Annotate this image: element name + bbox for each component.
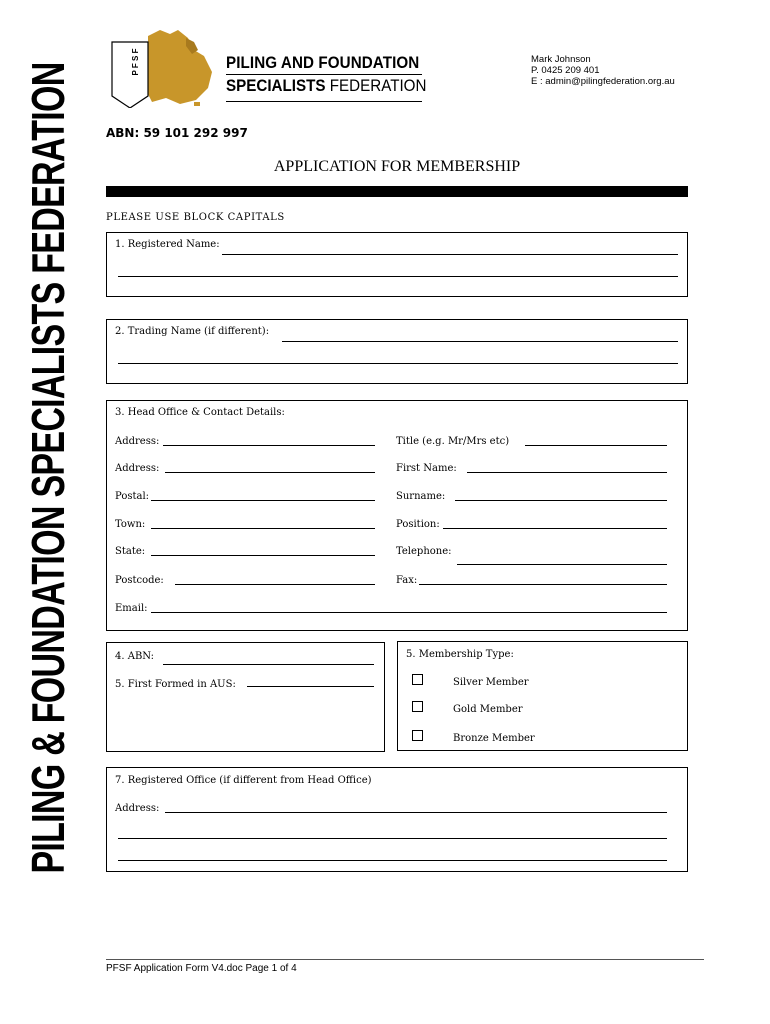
logo-line2 [226,77,426,96]
registered-office-label: 7. Registered Office (if different from Head Office) [115,775,372,786]
registered-office-address-field[interactable] [165,812,667,813]
position-field[interactable] [443,528,667,529]
section-head-office [106,400,688,631]
surname-field[interactable] [455,500,667,501]
logo-line1: PILING AND FOUNDATION [226,54,420,72]
gold-member-label: Gold Member [453,704,523,715]
logo-line2-bold: SPECIALISTS [226,77,326,95]
registered-name-field-2[interactable] [118,276,678,277]
silver-member-checkbox[interactable] [412,674,423,685]
silver-member-label: Silver Member [453,677,529,688]
position-label: Position: [396,519,440,530]
registered-name-label: 1. Registered Name: [115,239,220,250]
bronze-member-label: Bronze Member [453,733,535,744]
postal-field[interactable] [151,500,375,501]
side-banner-text: PILING & FOUNDATION SPECIALISTS FEDERATION [22,62,74,874]
email-field[interactable] [151,612,667,613]
logo-rule-bottom [226,101,422,102]
postcode-field[interactable] [175,584,375,585]
telephone-label: Telephone: [396,546,452,557]
section-registered-office [106,767,688,872]
title-field[interactable] [525,445,667,446]
email-label: Email: [115,603,148,614]
postal-label: Postal: [115,491,150,502]
first-name-label: First Name: [396,463,457,474]
first-name-field[interactable] [467,472,667,473]
footer-rule [106,959,704,960]
side-banner [0,0,95,1024]
address1-field[interactable] [163,445,375,446]
membership-type-label: 5. Membership Type: [406,649,514,660]
trading-name-label: 2. Trading Name (if different): [115,326,270,337]
town-field[interactable] [151,528,375,529]
title-label: Title (e.g. Mr/Mrs etc) [396,436,510,447]
logo-line2-rest: FEDERATION [325,77,427,95]
head-office-label: 3. Head Office & Contact Details: [115,407,285,418]
section-abn [106,642,385,752]
gold-member-checkbox[interactable] [412,701,423,712]
fax-field[interactable] [419,584,667,585]
form-title: APPLICATION FOR MEMBERSHIP [273,158,521,175]
section-membership-type [397,641,688,751]
registered-office-address-field-2[interactable] [118,838,667,839]
first-formed-label: 5. First Formed in AUS: [115,679,236,690]
first-formed-field[interactable] [247,686,374,687]
registered-office-address-field-3[interactable] [118,860,667,861]
address1-label: Address: [115,436,160,447]
abn-field[interactable] [163,664,374,665]
australia-map-icon [108,28,228,108]
trading-name-field[interactable] [282,341,678,342]
title-divider [106,186,688,197]
contact-email: E : admin@pilingfederation.org.au [531,76,675,87]
address2-label: Address: [115,463,160,474]
pfsf-logo [108,28,428,108]
section-registered-name [106,232,688,297]
contact-block [531,54,675,87]
abn-header: ABN: 59 101 292 997 [106,126,248,140]
address2-field[interactable] [165,472,375,473]
logo-rule [226,74,422,75]
bronze-member-checkbox[interactable] [412,730,423,741]
telephone-field[interactable] [457,564,667,565]
page-footer: PFSF Application Form V4.doc Page 1 of 4 [106,963,297,974]
registered-office-address-label: Address: [115,803,160,814]
postcode-label: Postcode: [115,575,164,586]
contact-phone: P. 0425 209 401 [531,65,600,76]
registered-name-field[interactable] [222,254,678,255]
badge-letter-text: P F S F [131,48,140,76]
state-field[interactable] [151,555,375,556]
surname-label: Surname: [396,491,446,502]
trading-name-field-2[interactable] [118,363,678,364]
section-trading-name [106,319,688,384]
abn-label: 4. ABN: [115,651,155,662]
state-label: State: [115,546,146,557]
town-label: Town: [115,519,146,530]
contact-name: Mark Johnson [531,54,591,65]
instructions: PLEASE USE BLOCK CAPITALS [106,212,285,223]
fax-label: Fax: [396,575,418,586]
